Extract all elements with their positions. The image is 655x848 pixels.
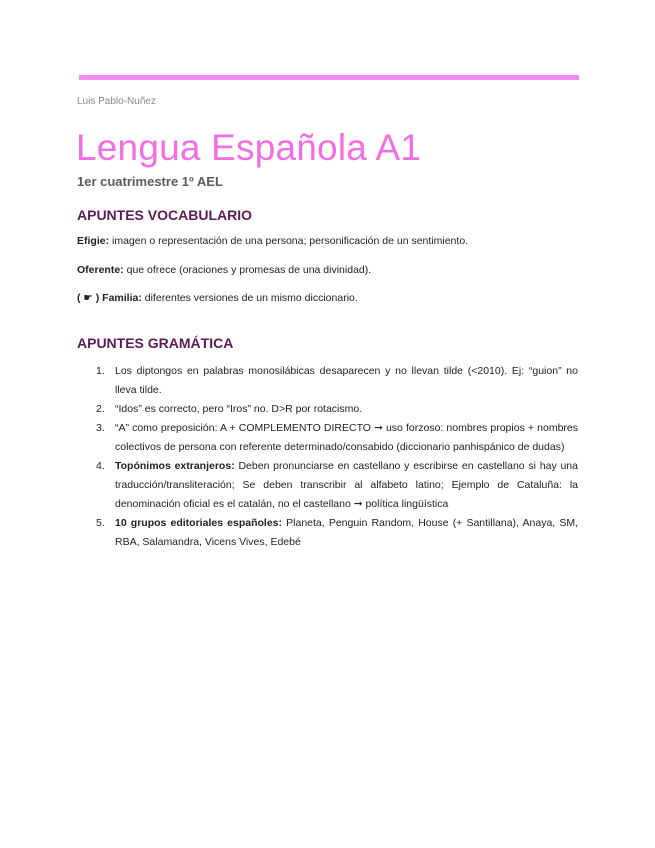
vocabulary-term: Efigie: [77,235,110,247]
page-subtitle: 1er cuatrimestre 1º AEL [77,174,223,189]
top-accent-rule [79,75,579,80]
vocabulary-entry [77,235,468,247]
list-item-number: 4. [96,460,105,472]
list-item-text: Los diptongos en palabras monosilábicas desaparecen y no llevan tilde (<2010). Ej: “guion” no lleva tilde. [115,365,578,396]
list-item [77,400,578,419]
page-title: Lengua Española A1 [76,127,422,168]
vocabulary-entry [77,264,371,276]
vocabulary-definition: imagen o representación de una persona; personificación de un sentimiento. [109,235,469,247]
list-item-number: 2. [96,403,105,415]
vocabulary-definition: diferentes versiones de un mismo diccionario. [141,292,358,304]
vocabulary-term: ( ☛ ) Familia: [77,292,142,304]
list-item [77,419,578,457]
vocabulary-heading: APUNTES VOCABULARIO [77,207,253,223]
grammar-heading: APUNTES GRAMÁTICA [77,335,234,351]
list-item [77,362,578,400]
list-item [77,457,578,514]
author-name: Luis Pablo-Nuñez [77,96,156,107]
list-item-text: “A” como preposición: A + COMPLEMENTO DIRECTO ➞ uso forzoso: nombres propios + nombres colectivos de persona con referente determinado/consabido (diccionario panhispánico de dudas) [115,422,578,453]
list-item-bold-term: 10 grupos editoriales españoles: [115,517,283,529]
vocabulary-term: Oferente: [77,264,124,276]
vocabulary-entry [77,292,358,304]
list-item-bold-term: Topónimos extranjeros: [115,460,235,472]
list-item-text: Deben pronunciarse en castellano y escribirse en castellano si hay una traducción/transliteración; Se deben transcribir al alfabeto latino; Ejemplo de Cataluña: la denominación oficial es el catalán, no el castellano ➞ política lingüística [115,460,578,510]
list-item-text: “Idos” es correcto, pero “Iros” no. D>R por rotacismo. [115,403,363,415]
list-item-number: 3. [96,422,105,434]
list-item-text: Planeta, Penguin Random, House (+ Santillana), Anaya, SM, RBA, Salamandra, Vicens Vives, Edebé [115,517,579,548]
list-item-number: 5. [96,517,105,529]
list-item [77,514,578,552]
list-item-number: 1. [96,365,105,377]
grammar-list [77,362,578,552]
vocabulary-definition: que ofrece (oraciones y promesas de una divinidad). [123,264,372,276]
